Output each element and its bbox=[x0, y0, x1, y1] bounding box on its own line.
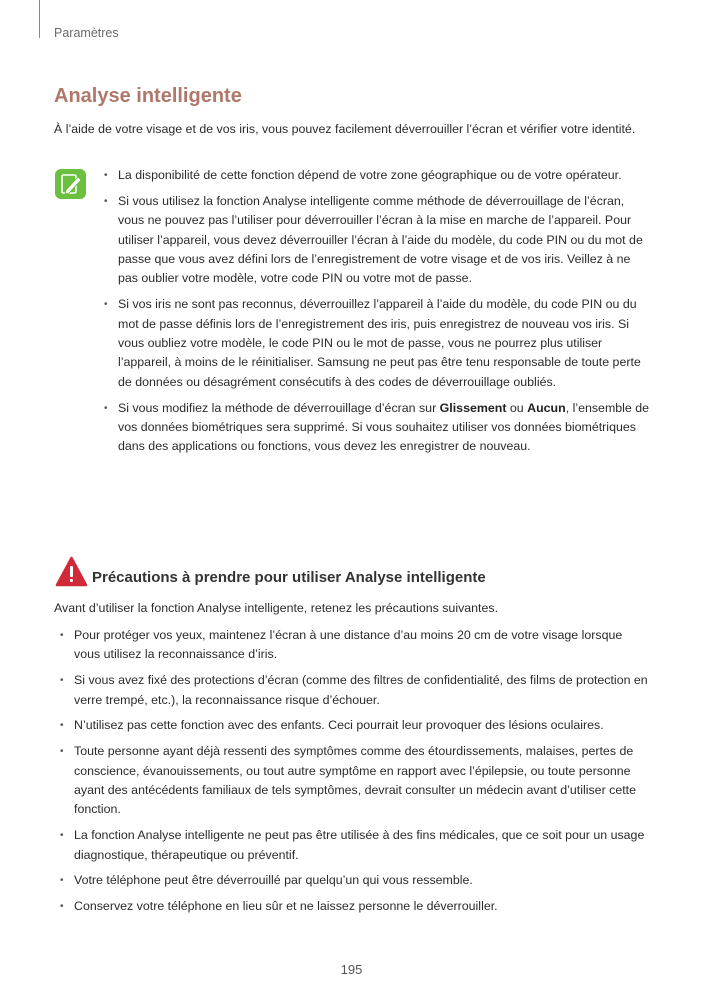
page-number: 195 bbox=[340, 962, 363, 977]
note-pencil-icon bbox=[54, 168, 87, 200]
precaution-item: • Pour protéger vos yeux, maintenez l’écran à une distance d’au moins 20 cm de votre visage lorsque vous utilisez la reconnaissance d’iris. bbox=[60, 626, 650, 665]
note-item: • La disponibilité de cette fonction dépend de votre zone géographique ou de votre opérateur. bbox=[104, 166, 650, 185]
precaution-item: • Votre téléphone peut être déverrouillé par quelqu’un qui vous ressemble. bbox=[60, 871, 650, 890]
precautions-intro: Avant d’utiliser la fonction Analyse intelligente, retenez les précautions suivantes. bbox=[54, 601, 499, 615]
precautions-list bbox=[60, 626, 650, 923]
note-text: Si vous modifiez la méthode de déverrouillage d’écran sur bbox=[118, 400, 440, 415]
running-header: Paramètres bbox=[54, 26, 119, 40]
precaution-item: • Si vous avez fixé des protections d’écran (comme des filtres de confidentialité, des films de protection en verre trempé, etc.), la reconnaissance risque d’échouer. bbox=[60, 671, 650, 710]
precaution-item: • La fonction Analyse intelligente ne peut pas être utilisée à des fins médicales, que ce soit pour un usage diagnostique, thérapeutique ou préventif. bbox=[60, 826, 650, 865]
precaution-item: • N’utilisez pas cette fonction avec des enfants. Ceci pourrait leur provoquer des lésions oculaires. bbox=[60, 716, 650, 735]
note-item: • Si vos iris ne sont pas reconnus, déverrouillez l’appareil à l’aide du modèle, du code PIN ou du mot de passe définis lors de l’enregistrement des iris, puis enregistrez de nouveau vos iris. Si vous oubliez votre modèle, le code PIN ou le mot de passe, vous ne pourrez plus utiliser l’appareil, à moins de le réinitialiser. Samsung ne peut pas être tenu responsable de toute perte de données ou désagrément consécutifs à des codes de déverrouillage oubliés. bbox=[104, 295, 650, 392]
note-item bbox=[104, 399, 650, 457]
warning-icon bbox=[55, 556, 88, 588]
note-text: ou bbox=[506, 400, 528, 415]
note-list bbox=[104, 166, 650, 463]
note-text: , l’ensemble de vos données biométriques sera supprimé. Si vous souhaitez utiliser vos données biométriques dans des applications ou fonctions, vous devez les enregistrer de nouveau. bbox=[118, 400, 650, 454]
precautions-title: Précautions à prendre pour utiliser Analyse intelligente bbox=[92, 569, 486, 586]
precaution-item: • Toute personne ayant déjà ressenti des symptômes comme des étourdissements, malaises, pertes de conscience, évanouissements, ou tout autre symptôme en rapport avec l’épilepsie, ou toute personne ayant des antécédents familiaux de tels symptômes, devrait consulter un médecin avant d’utiliser cette fonction. bbox=[60, 742, 650, 820]
note-item: • Si vous utilisez la fonction Analyse intelligente comme méthode de déverrouillage de l’écran, vous ne pouvez pas l’utiliser pour déverrouiller l’écran à la mise en marche de l’appareil. Pour utiliser l’appareil, vous devez déverrouiller l’écran à l’aide du modèle, du code PIN ou du mot de passe que vous avez défini lors de l’enregistrement de votre visage et de vos iris. Veillez à ne pas oublier votre modèle, votre code PIN ou votre mot de passe. bbox=[104, 192, 650, 289]
precaution-item: • Conservez votre téléphone en lieu sûr et ne laissez personne le déverrouiller. bbox=[60, 897, 650, 916]
option-glissement: Glissement bbox=[439, 400, 507, 415]
page-title: Analyse intelligente bbox=[54, 85, 242, 107]
option-aucun: Aucun bbox=[527, 400, 566, 415]
header-rule bbox=[39, 0, 40, 38]
section-intro: À l’aide de votre visage et de vos iris, vous pouvez facilement déverrouiller l’écran et vérifier votre identité. bbox=[54, 122, 636, 136]
